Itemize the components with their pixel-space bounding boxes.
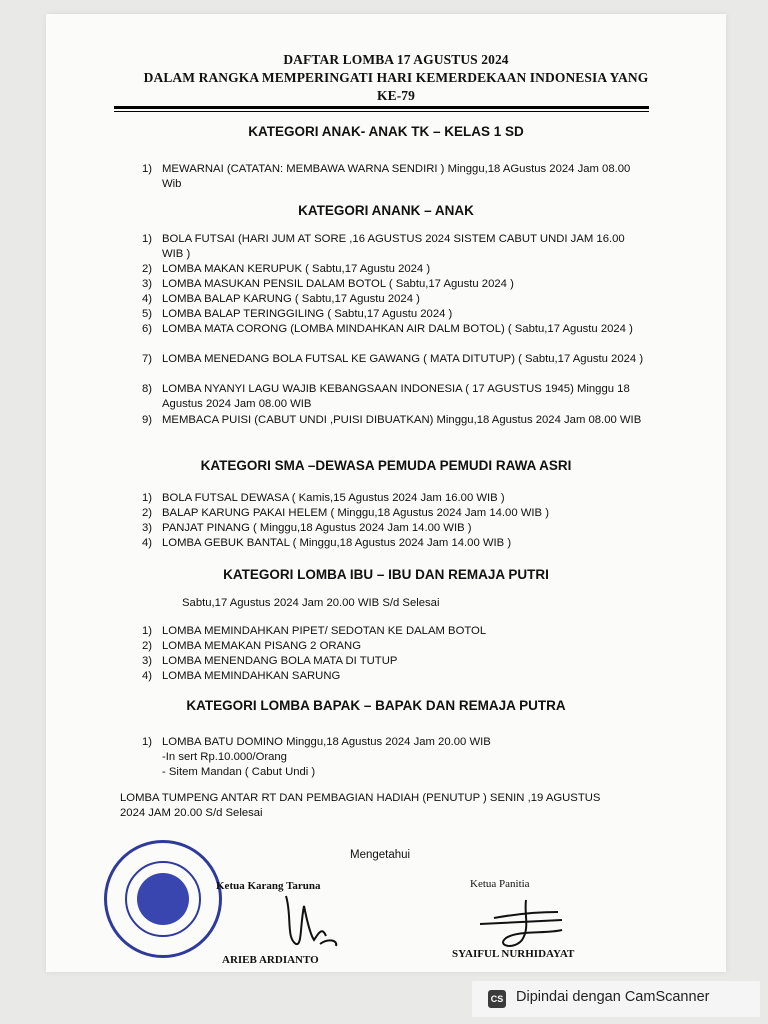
note-line: - Sitem Mandan ( Cabut Undi ) [162, 766, 316, 778]
document-content [46, 14, 726, 972]
header-rule-thick [114, 106, 649, 109]
list-item: 4) LOMBA MEMINDAHKAN SARUNG [142, 670, 341, 682]
list-item: 7) LOMBA MENEDANG BOLA FUTSAL KE GAWANG ( MATA DITUTUP) ( Sabtu,17 Agustu 2024 ) [142, 353, 644, 365]
right-signer-name: SYAIFUL NURHIDAYAT [452, 948, 575, 960]
list-item: 4) LOMBA GEBUK BANTAL ( Minggu,18 Agustus 2024 Jam 14.00 WIB ) [142, 537, 512, 549]
section-heading: KATEGORI ANAK- ANAK TK – KELAS 1 SD [248, 124, 524, 139]
left-signer-role: Ketua Karang Taruna [216, 880, 321, 892]
list-item: 8) LOMBA NYANYI LAGU WAJIB KEBANGSAAN INDONESIA ( 17 AGUSTUS 1945) Minggu 18 Agustus 2024 Jam 08.00 WIB [142, 383, 630, 410]
section-heading: KATEGORI LOMBA IBU – IBU DAN REMAJA PUTRI [223, 567, 549, 582]
header-rule-thin [114, 111, 649, 112]
list-item: 2) BALAP KARUNG PAKAI HELEM ( Minggu,18 Agustus 2024 Jam 14.00 WIB ) [142, 507, 549, 519]
list-item: 3) LOMBA MENENDANG BOLA MATA DI TUTUP [142, 655, 398, 667]
doc-subtitle: DALAM RANGKA MEMPERINGATI HARI KEMERDEKAAN INDONESIA YANG [143, 70, 649, 85]
list-item: 1) BOLA FUTSAI (HARI JUM AT SORE ,16 AGUSTUS 2024 SISTEM CABUT UNDI JAM 16.00 WIB ) [142, 233, 625, 260]
scanner-watermark [472, 981, 760, 1017]
acknowledged-label: Mengetahui [350, 849, 411, 861]
closing-line: 2024 JAM 20.00 S/d Selesai [120, 807, 263, 819]
doc-subtitle-cont: KE-79 [376, 88, 415, 103]
doc-title: DAFTAR LOMBA 17 AGUSTUS 2024 [283, 52, 509, 67]
list-item: 1) LOMBA MEMINDAHKAN PIPET/ SEDOTAN KE DALAM BOTOL [142, 625, 487, 637]
note-line: -In sert Rp.10.000/Orang [162, 751, 287, 763]
watermark-text: Dipindai dengan CamScanner [516, 989, 710, 1005]
document-page [46, 14, 726, 972]
list-item: 5) LOMBA BALAP TERINGGILING ( Sabtu,17 Agustu 2024 ) [142, 308, 453, 320]
list-item: 1) BOLA FUTSAL DEWASA ( Kamis,15 Agustus 2024 Jam 16.00 WIB ) [142, 492, 505, 504]
list-item: 1) MEWARNAI (CATATAN: MEMBAWA WARNA SENDIRI ) Minggu,18 AGustus 2024 Jam 08.00 Wib [142, 163, 631, 190]
list-item: 3) PANJAT PINANG ( Minggu,18 Agustus 2024 Jam 14.00 WIB ) [142, 522, 472, 534]
list-item: 4) LOMBA BALAP KARUNG ( Sabtu,17 Agustu 2024 ) [142, 293, 420, 305]
camscanner-logo-icon: CS [488, 990, 506, 1008]
section-heading: KATEGORI ANANK – ANAK [298, 203, 474, 218]
list-item: 2) LOMBA MAKAN KERUPUK ( Sabtu,17 Agustu 2024 ) [142, 263, 431, 275]
list-item: 2) LOMBA MEMAKAN PISANG 2 ORANG [142, 640, 361, 652]
left-signer-name: ARIEB ARDIANTO [222, 954, 319, 966]
organization-stamp [104, 840, 222, 958]
list-item: 1) LOMBA BATU DOMINO Minggu,18 Agustus 2024 Jam 20.00 WIB [142, 736, 491, 748]
stamp-emblem [137, 873, 189, 925]
closing-line: LOMBA TUMPENG ANTAR RT DAN PEMBAGIAN HADIAH (PENUTUP ) SENIN ,19 AGUSTUS [120, 792, 601, 804]
list-item: 6) LOMBA MATA CORONG (LOMBA MINDAHKAN AIR DALM BOTOL) ( Sabtu,17 Agustu 2024 ) [142, 323, 633, 335]
left-signature [256, 886, 346, 957]
section-heading: KATEGORI LOMBA BAPAK – BAPAK DAN REMAJA PUTRA [186, 698, 566, 713]
list-item: 9) MEMBACA PUISI (CABUT UNDI ,PUISI DIBUATKAN) Minggu,18 Agustus 2024 Jam 08.00 WIB [142, 414, 642, 426]
list-item: 3) LOMBA MASUKAN PENSIL DALAM BOTOL ( Sabtu,17 Agustu 2024 ) [142, 278, 514, 290]
right-signer-role: Ketua Panitia [470, 878, 530, 890]
section-schedule: Sabtu,17 Agustus 2024 Jam 20.00 WIB S/d Selesai [182, 597, 440, 609]
section-heading: KATEGORI SMA –DEWASA PEMUDA PEMUDI RAWA ASRI [200, 458, 572, 473]
